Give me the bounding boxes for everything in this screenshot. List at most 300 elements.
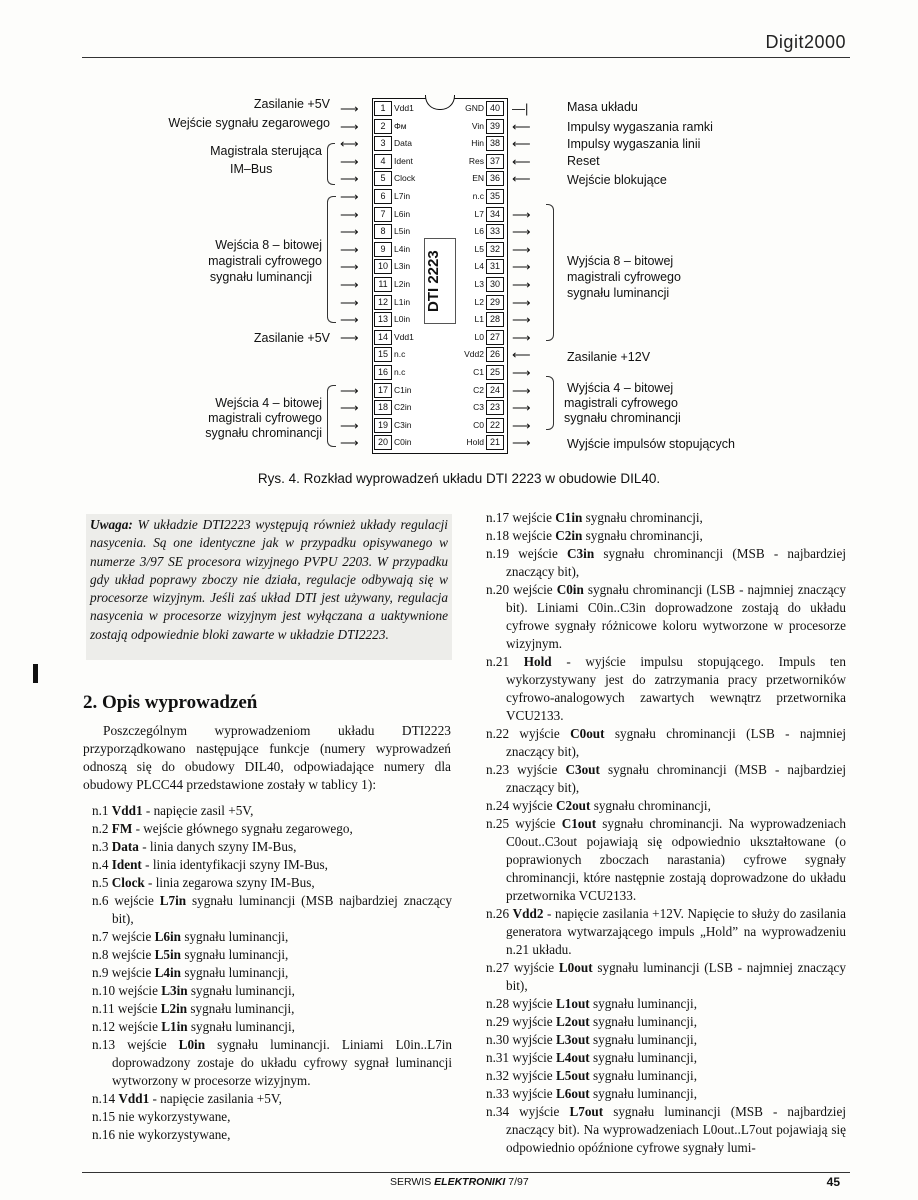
pin-28 xyxy=(475,311,504,328)
pin-number: 19 xyxy=(374,418,392,433)
desc-signal: L2in xyxy=(160,1001,188,1016)
desc-prefix: n.28 wyjście xyxy=(486,996,556,1011)
pin-number: 38 xyxy=(486,136,504,151)
pin-number: 21 xyxy=(486,435,504,450)
desc-signal: L1in xyxy=(161,1019,188,1034)
pin-name: L3in xyxy=(394,261,411,272)
section-heading: 2. Opis wyprowadzeń xyxy=(83,692,258,713)
pin-description xyxy=(486,1049,846,1067)
arrow-in-icon: ⟶ xyxy=(340,241,359,257)
pin-number: 16 xyxy=(374,365,392,380)
desc-prefix: n.22 wyjście xyxy=(486,726,571,741)
desc-prefix: n.30 wyjście xyxy=(486,1032,556,1047)
brace-imbus xyxy=(327,143,335,185)
pin-number: 25 xyxy=(486,365,504,380)
pin-description xyxy=(486,815,846,905)
arrow-in-icon: ⟵ xyxy=(512,347,531,363)
arrow-in-icon: ⟵ xyxy=(512,153,531,169)
desc-prefix: n.32 wyjście xyxy=(486,1068,556,1083)
pin-number: 30 xyxy=(486,277,504,292)
desc-prefix: n.12 wejście xyxy=(92,1019,162,1034)
footer-magazine xyxy=(390,1176,529,1188)
desc-prefix: n.14 xyxy=(92,1091,119,1106)
pin-8 xyxy=(374,223,410,240)
desc-signal: C1in xyxy=(555,510,583,525)
desc-signal: C2out xyxy=(555,798,591,813)
pin-number: 1 xyxy=(374,101,392,116)
arrow-out-icon: ⟶ xyxy=(512,206,531,222)
pin-number: 32 xyxy=(486,242,504,257)
pin-16 xyxy=(374,364,405,381)
desc-text: sygnału luminancji, xyxy=(589,1032,698,1047)
pin-name: C1 xyxy=(473,367,484,377)
desc-text: sygnału luminancji, xyxy=(589,1068,698,1083)
pin-number: 20 xyxy=(374,435,392,450)
brace-lum-in xyxy=(327,196,336,323)
pin-name: L0in xyxy=(394,314,411,325)
pin-number: 14 xyxy=(374,330,392,345)
pin-36 xyxy=(472,170,504,187)
pin-description xyxy=(486,797,846,815)
pin-number: 4 xyxy=(374,154,392,169)
pin-24 xyxy=(473,382,504,399)
pin-21 xyxy=(467,434,504,451)
desc-prefix: n.24 wyjście xyxy=(486,798,556,813)
pin-description xyxy=(92,946,452,964)
pin-name: L6 xyxy=(474,226,484,237)
pin-name: C1in xyxy=(394,384,412,395)
pin-number: 12 xyxy=(374,295,392,310)
arrow-in-icon: ⟶ xyxy=(340,153,359,169)
pin-name: C3in xyxy=(394,419,412,430)
desc-signal: L3in xyxy=(161,983,188,998)
desc-signal: L3out xyxy=(555,1032,590,1047)
label-chrom-out-2: magistrali cyfrowego xyxy=(564,396,678,410)
pin-name: L4in xyxy=(394,243,411,254)
arrow-in-icon: ⟶ xyxy=(340,206,359,222)
pin-name: n.c xyxy=(394,367,406,377)
pin-number: 17 xyxy=(374,383,392,398)
arrow-in-icon: —| xyxy=(512,101,529,116)
arrow-out-icon: ⟶ xyxy=(512,224,531,240)
pin-description xyxy=(486,1067,846,1085)
pin-description xyxy=(486,1103,846,1157)
pin-description-right xyxy=(486,509,846,1157)
pin-description xyxy=(92,802,452,820)
note-text: W układzie DTI2223 występują również układy regulacji nasycenia. Są one identyczne jak w przypadku opisywanego w numerze 3/97 SE procesora wizyjnego PVPU 2203. W przypadku gdy układ poprawy zboczy nie działa, regulacje odbywają się w procesorze wizyjnym. Jeśli zaś układ DTI jest używany, regulacja nasycenia w procesorze wizyjnym jest wyłączana a uaktywnione zostają odpowiednie bloki zawarte w układzie DTI2223. xyxy=(90,517,449,642)
pin-4 xyxy=(374,153,413,170)
desc-prefix: n.19 wejście xyxy=(486,546,568,561)
pin-14 xyxy=(374,329,414,346)
arrow-in-icon: ⟶ xyxy=(340,329,359,345)
desc-prefix: n.10 wejście xyxy=(92,983,162,998)
desc-text: sygnału luminancji, xyxy=(589,1014,698,1029)
pin-description xyxy=(486,725,846,761)
pin-name: C0 xyxy=(473,419,484,430)
pin-description xyxy=(92,820,452,838)
pin-name: Φм xyxy=(394,120,407,131)
pin-description xyxy=(486,1085,846,1103)
pin-1 xyxy=(374,100,414,117)
brace-chrom-out xyxy=(546,376,554,430)
desc-signal: Ident xyxy=(111,857,142,872)
desc-text: sygnału luminancji, xyxy=(181,947,289,962)
pin-number: 34 xyxy=(486,207,504,222)
footer-prefix: SERWIS xyxy=(390,1176,435,1188)
footer-magazine-name: ELEKTRONIKI xyxy=(434,1176,506,1188)
label-stop: Wyjście impulsów stopujących xyxy=(567,437,735,451)
pin-description xyxy=(486,545,846,581)
pin-23 xyxy=(473,399,504,416)
desc-prefix: n.11 wejście xyxy=(92,1001,161,1016)
arrow-out-icon: ⟶ xyxy=(512,259,531,275)
desc-signal: C2in xyxy=(555,528,583,543)
pin-description xyxy=(92,982,452,1000)
label-chrom-in-3: sygnału chrominancji xyxy=(205,426,322,440)
pin-description xyxy=(486,905,846,959)
pin-33 xyxy=(475,223,504,240)
pin-34 xyxy=(475,206,504,223)
desc-signal: Hold xyxy=(523,654,552,669)
pin-number: 29 xyxy=(486,295,504,310)
arrow-in-icon: ⟶ xyxy=(340,435,359,451)
desc-signal: L6in xyxy=(154,929,182,944)
desc-text: sygnału luminancji, xyxy=(181,965,289,980)
label-lum-in-3: sygnału luminancji xyxy=(209,270,312,284)
arrow-in-icon: ⟶ xyxy=(340,400,359,416)
arrow-out-icon: ⟶ xyxy=(512,329,531,345)
pin-name: L4 xyxy=(474,261,484,272)
pin-name: n.c xyxy=(394,349,406,360)
arrow-in-icon: ⟵ xyxy=(512,171,531,187)
arrow-in-icon: ⟶ xyxy=(340,171,359,187)
desc-signal: L0out xyxy=(558,960,593,975)
label-zas12: Zasilanie +12V xyxy=(567,350,651,364)
arrow-out-icon: ⟶ xyxy=(512,400,531,416)
pin-description xyxy=(92,874,452,892)
desc-text: sygnału chrominancji (MSB - najbardziej znaczący bit), xyxy=(506,546,846,579)
pin-number: 6 xyxy=(374,189,392,204)
desc-signal: C0in xyxy=(556,582,584,597)
desc-text: - linia zegarowa szyny IM-Bus, xyxy=(144,875,315,890)
pin-19 xyxy=(374,417,411,434)
desc-text: sygnału luminancji, xyxy=(187,1019,295,1034)
brace-chrom-in xyxy=(327,385,336,447)
pin-name: L2 xyxy=(474,296,484,307)
pin-name: C3 xyxy=(473,402,484,413)
arrow-out-icon: ⟶ xyxy=(512,382,531,398)
pin-name: Vdd1 xyxy=(394,331,414,342)
pin-description xyxy=(486,1013,846,1031)
note-box xyxy=(86,514,452,660)
pin-number: 8 xyxy=(374,224,392,239)
desc-prefix: n.18 wejście xyxy=(486,528,556,543)
brace-lum-out xyxy=(546,204,554,341)
pin-name: C2in xyxy=(394,402,412,413)
pin-number: 40 xyxy=(486,101,504,116)
pin-name: EN xyxy=(472,173,484,184)
pin-number: 5 xyxy=(374,171,392,186)
desc-text: sygnału chrominancji, xyxy=(582,510,703,525)
pin-description xyxy=(486,653,846,725)
pin-description xyxy=(486,995,846,1013)
desc-prefix: n.16 nie wykorzystywane, xyxy=(92,1127,231,1142)
arrow-in-icon: ⟵ xyxy=(512,118,531,134)
desc-signal: Vdd1 xyxy=(118,1091,150,1106)
pin-description xyxy=(486,581,846,653)
pin-number: 7 xyxy=(374,207,392,222)
pin-name: C2 xyxy=(473,384,484,395)
label-zegar: Wejście sygnału zegarowego xyxy=(168,116,330,130)
desc-prefix: n.21 xyxy=(486,654,524,669)
pinout-figure xyxy=(0,0,918,470)
label-ramki: Impulsy wygaszania ramki xyxy=(567,120,713,134)
desc-signal: Vdd2 xyxy=(512,906,544,921)
pin-name: L0 xyxy=(474,331,484,342)
pin-name: Hin xyxy=(471,138,484,149)
pin-description xyxy=(92,856,452,874)
pin-description xyxy=(486,761,846,797)
pin-40 xyxy=(465,100,504,117)
arrow-in-icon: ⟷ xyxy=(340,136,359,152)
desc-text: - wyjście impulsu stopującego. Impuls ten wykorzystywany jest do zatrzymania pracy przetworników cyfrowo-analogowych zawartych wewnątrz przetwornika VCU2133. xyxy=(506,654,847,723)
desc-signal: L1out xyxy=(555,996,590,1011)
pin-name: L3 xyxy=(474,279,484,289)
label-masa: Masa układu xyxy=(567,100,638,114)
desc-text: sygnału luminancji, xyxy=(589,1086,698,1101)
arrow-in-icon: ⟵ xyxy=(512,136,531,152)
pin-name: L7 xyxy=(474,208,484,219)
pin-name: Clock xyxy=(394,173,416,184)
pin-name: Hold xyxy=(466,437,484,448)
desc-prefix: n.6 wejście xyxy=(92,893,160,908)
desc-prefix: n.15 nie wykorzystywane, xyxy=(92,1109,231,1124)
pin-5 xyxy=(374,170,415,187)
arrow-in-icon: ⟶ xyxy=(340,382,359,398)
pin-description xyxy=(92,838,452,856)
pin-description xyxy=(486,527,846,545)
label-linii: Impulsy wygaszania linii xyxy=(567,137,701,151)
pin-30 xyxy=(475,276,504,293)
pin-31 xyxy=(475,258,504,275)
desc-text: sygnału luminancji, xyxy=(187,1001,295,1016)
arrow-out-icon: ⟶ xyxy=(512,365,531,380)
label-chrom-out-1: Wyjścia 4 – bitowej xyxy=(567,381,674,395)
pin-35 xyxy=(473,188,504,205)
desc-text: sygnału luminancji (MSB najbardziej znaczący bit), xyxy=(112,893,452,926)
pin-name: GND xyxy=(465,103,484,113)
desc-signal: L5out xyxy=(555,1068,590,1083)
running-header: Digit2000 xyxy=(765,32,846,52)
pin-description xyxy=(486,959,846,995)
label-magistrala: Magistrala sterująca xyxy=(210,144,322,158)
pin-name: Vdd1 xyxy=(394,103,414,113)
pin-3 xyxy=(374,135,412,152)
pin-number: 3 xyxy=(374,136,392,151)
label-lum-out-1: Wyjścia 8 – bitowej xyxy=(567,254,674,268)
label-zasilanie-2: Zasilanie +5V xyxy=(253,331,330,345)
pin-number: 36 xyxy=(486,171,504,186)
desc-text: sygnału luminancji, xyxy=(187,983,295,998)
pin-13 xyxy=(374,311,410,328)
pin-number: 22 xyxy=(486,418,504,433)
pin-description-left xyxy=(92,802,452,1144)
arrow-in-icon: ⟶ xyxy=(340,312,359,328)
pin-26 xyxy=(464,346,504,363)
pin-number: 33 xyxy=(486,224,504,239)
pin-number: 15 xyxy=(374,347,392,362)
chip-name: DTI 2223 xyxy=(424,238,456,324)
pin-10 xyxy=(374,258,410,275)
desc-text: sygnału chrominancji (LSB - najmniej znaczący bit). Liniami C0in..C3in doprowadzone zostają do układu cyfrowe sygnały różnicowe koloru wytworzone w procesorze wizyjnym. xyxy=(506,582,846,651)
desc-signal: L4out xyxy=(555,1050,590,1065)
pin-description xyxy=(92,964,452,982)
label-blokujace: Wejście blokujące xyxy=(567,173,667,187)
desc-prefix: n.2 xyxy=(92,821,112,836)
desc-prefix: n.25 wyjście xyxy=(486,816,562,831)
pin-20 xyxy=(374,434,411,451)
pin-number: 39 xyxy=(486,119,504,134)
arrow-out-icon: ⟶ xyxy=(512,294,531,310)
pin-39 xyxy=(472,118,504,135)
desc-prefix: n.7 wejście xyxy=(92,929,155,944)
pin-description xyxy=(486,1031,846,1049)
desc-prefix: n.9 wejście xyxy=(92,965,155,980)
page-number: 45 xyxy=(826,1175,840,1189)
arrow-out-icon: ⟶ xyxy=(512,312,531,328)
desc-signal: L7out xyxy=(569,1104,604,1119)
pin-number: 11 xyxy=(374,277,392,292)
desc-text: - wejście głównego sygnału zegarowego, xyxy=(132,821,353,836)
desc-prefix: n.33 wyjście xyxy=(486,1086,556,1101)
desc-signal: Data xyxy=(111,839,139,854)
desc-text: sygnału chrominancji, xyxy=(590,798,711,813)
desc-signal: Clock xyxy=(111,875,145,890)
pin-18 xyxy=(374,399,411,416)
pin-number: 23 xyxy=(486,400,504,415)
desc-text: sygnału luminancji (LSB - najmniej znaczący bit), xyxy=(506,960,846,993)
pin-25 xyxy=(473,364,504,381)
desc-prefix: n.26 xyxy=(486,906,513,921)
desc-text: - napięcie zasilania +12V. Napięcie to służy do zasilania generatora wytwarzającego impuls „Hold” na wyprowadzeniu n.21 układu. xyxy=(506,906,847,957)
label-chrom-in-1: Wejścia 4 – bitowej xyxy=(215,396,322,410)
footer-rule xyxy=(82,1172,850,1173)
arrow-out-icon: ⟶ xyxy=(512,417,531,433)
pin-number: 37 xyxy=(486,154,504,169)
desc-prefix: n.13 wejście xyxy=(92,1037,179,1052)
pin-15 xyxy=(374,346,405,363)
pin-name: Res xyxy=(468,155,484,166)
note-title: Uwaga: xyxy=(90,517,133,532)
desc-signal: L4in xyxy=(154,965,182,980)
pin-29 xyxy=(475,294,504,311)
footer-issue: 7/97 xyxy=(508,1176,529,1188)
desc-prefix: n.29 wyjście xyxy=(486,1014,556,1029)
pin-2 xyxy=(374,118,407,135)
arrow-in-icon: ⟶ xyxy=(340,294,359,310)
label-chrom-in-2: magistrali cyfrowego xyxy=(208,411,322,425)
arrow-in-icon: ⟶ xyxy=(340,277,359,292)
pin-number: 18 xyxy=(374,400,392,415)
pin-description xyxy=(92,1126,452,1144)
label-lum-out-3: sygnału luminancji xyxy=(567,286,670,300)
desc-prefix: n.3 xyxy=(92,839,112,854)
label-lum-in-1: Wejścia 8 – bitowej xyxy=(215,238,322,252)
pin-number: 24 xyxy=(486,383,504,398)
desc-prefix: n.23 wyjście xyxy=(486,762,566,777)
pin-name: L1 xyxy=(474,314,484,325)
desc-signal: L2out xyxy=(555,1014,590,1029)
pin-name: L6in xyxy=(394,208,411,219)
arrow-in-icon: ⟶ xyxy=(340,189,359,204)
pin-32 xyxy=(475,241,504,258)
label-zasilanie: Zasilanie +5V xyxy=(253,97,330,111)
pin-37 xyxy=(469,153,504,170)
pin-description xyxy=(92,892,452,928)
label-lum-in-2: magistrali cyfrowego xyxy=(208,254,322,268)
desc-text: sygnału luminancji, xyxy=(181,929,289,944)
pin-number: 28 xyxy=(486,312,504,327)
pin-description xyxy=(92,1000,452,1018)
desc-signal: Vdd1 xyxy=(111,803,143,818)
arrow-out-icon: ⟶ xyxy=(512,435,531,451)
label-reset: Reset xyxy=(567,154,600,168)
pin-38 xyxy=(471,135,504,152)
desc-text: - linia identyfikacji szyny IM-Bus, xyxy=(141,857,328,872)
pin-number: 9 xyxy=(374,242,392,257)
pin-number: 13 xyxy=(374,312,392,327)
label-lum-out-2: magistrali cyfrowego xyxy=(567,270,681,284)
pin-number: 26 xyxy=(486,347,504,362)
pin-11 xyxy=(374,276,410,293)
desc-prefix: n.17 wejście xyxy=(486,510,556,525)
margin-mark xyxy=(33,664,38,683)
pin-description xyxy=(92,928,452,946)
desc-prefix: n.31 wyjście xyxy=(486,1050,556,1065)
desc-text: sygnału luminancji. Liniami L0in..L7in doprowadzony zostaje do układu cyfrowy sygnał luminancji wytworzony w procesorze wizyjnym. xyxy=(112,1037,452,1088)
pin-name: n.c xyxy=(472,191,484,201)
label-chrom-out-3: sygnału chrominancji xyxy=(564,411,681,425)
arrow-in-icon: ⟶ xyxy=(340,101,359,116)
pin-description xyxy=(92,1090,452,1108)
desc-signal: L7in xyxy=(159,893,187,908)
pin-description xyxy=(486,509,846,527)
desc-prefix: n.20 wejście xyxy=(486,582,557,597)
pin-6 xyxy=(374,188,410,205)
pin-22 xyxy=(473,417,504,434)
desc-text: sygnału chrominancji (MSB - najbardziej znaczący bit), xyxy=(506,762,846,795)
desc-prefix: n.27 wyjście xyxy=(486,960,559,975)
desc-prefix: n.34 wyjście xyxy=(486,1104,570,1119)
desc-text: sygnału chrominancji (LSB - najmniej znaczący bit), xyxy=(506,726,846,759)
pin-name: Vdd2 xyxy=(464,349,484,360)
desc-text: - napięcie zasilania +5V, xyxy=(149,1091,282,1106)
pin-name: Data xyxy=(394,138,412,149)
desc-text: - napięcie zasil +5V, xyxy=(142,803,254,818)
desc-signal: FM xyxy=(111,821,133,836)
arrow-in-icon: ⟶ xyxy=(340,118,359,134)
pin-number: 31 xyxy=(486,259,504,274)
pin-number: 35 xyxy=(486,189,504,204)
desc-text: sygnału luminancji, xyxy=(589,1050,698,1065)
pin-27 xyxy=(475,329,504,346)
pin-name: L5in xyxy=(394,226,411,237)
figure-caption: Rys. 4. Rozkład wyprowadzeń układu DTI 2223 w obudowie DIL40. xyxy=(257,471,661,486)
pin-17 xyxy=(374,382,411,399)
label-imbus: IM–Bus xyxy=(230,162,273,176)
pin-description xyxy=(92,1108,452,1126)
pin-number: 2 xyxy=(374,119,392,134)
